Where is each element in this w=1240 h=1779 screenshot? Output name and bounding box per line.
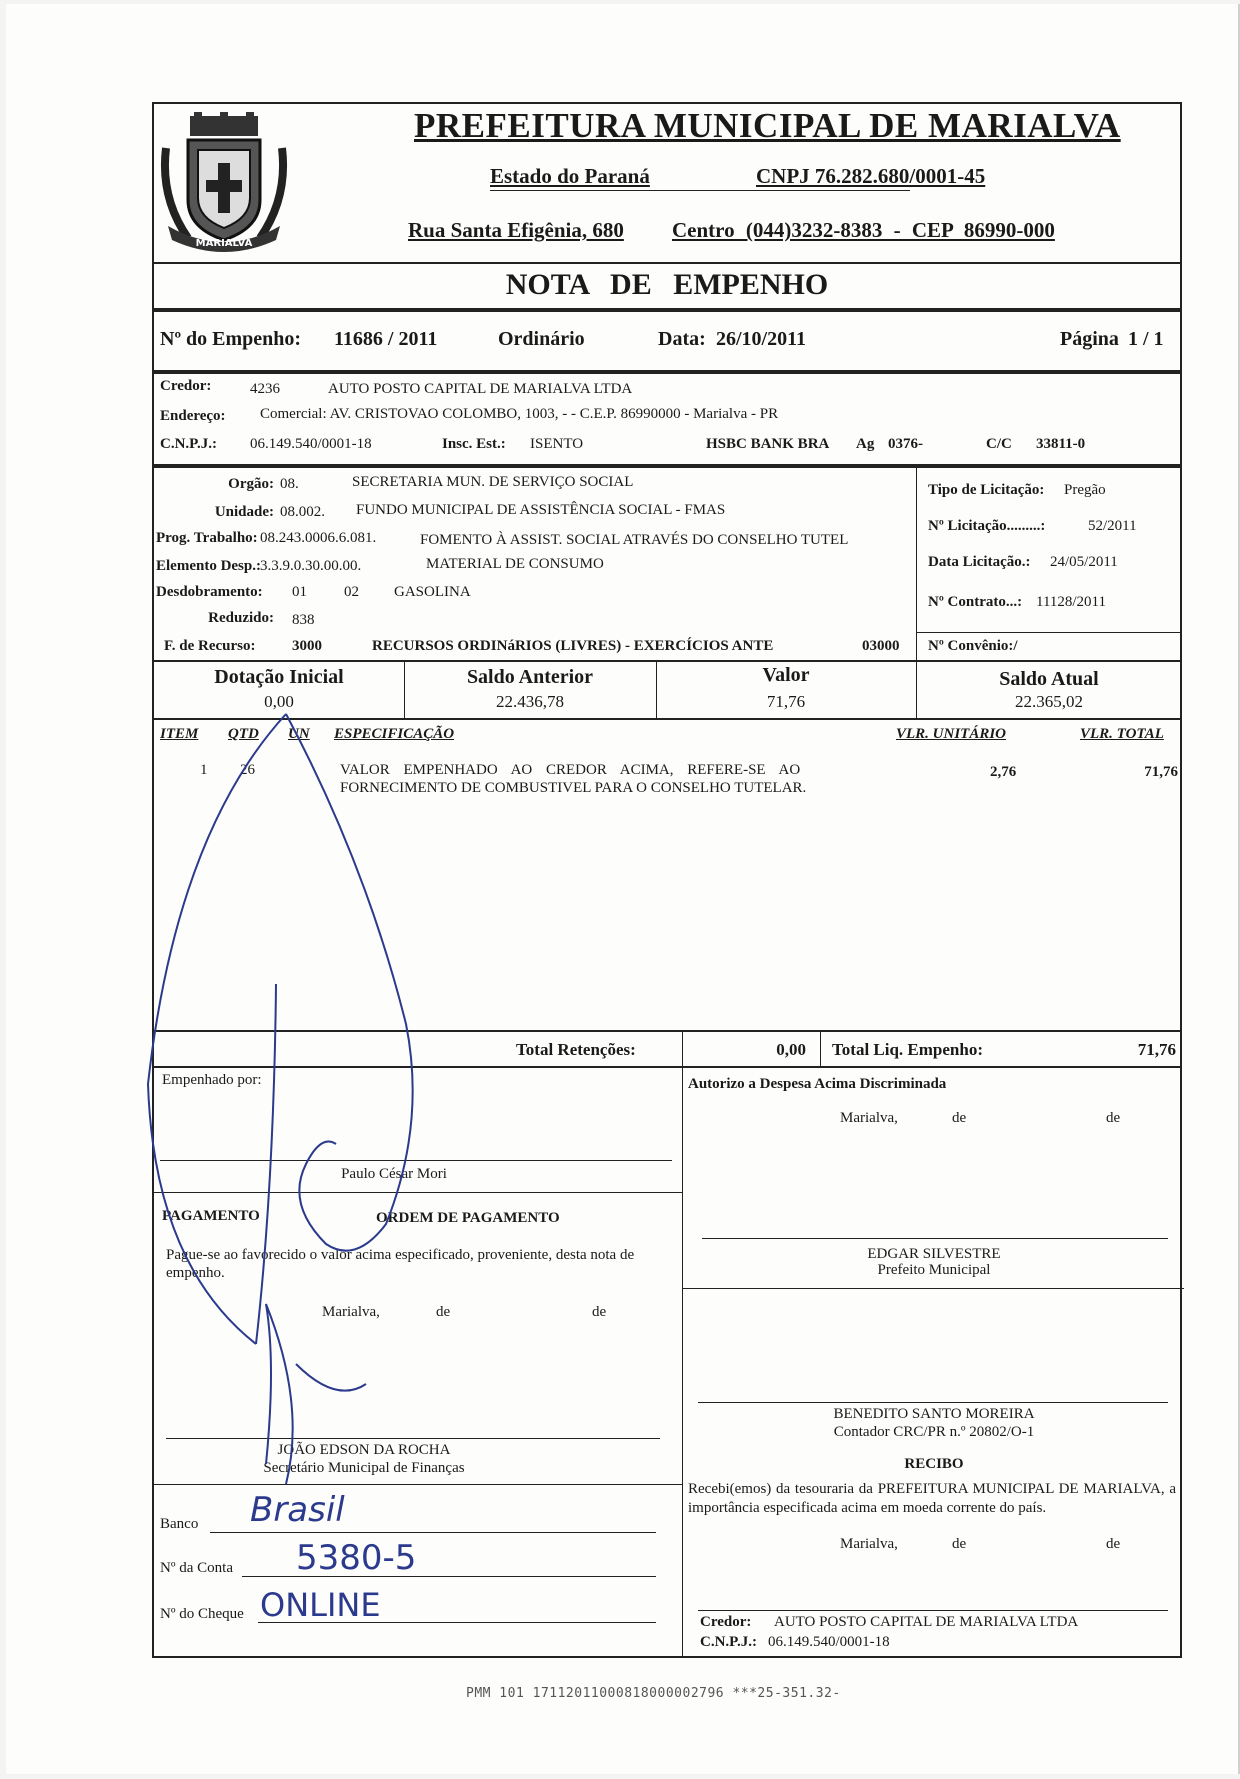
barcode-footer: PMM 101 17112011000818000002796 ***25-351.32- (466, 1686, 841, 1701)
page-number: 1 / 1 (1128, 328, 1164, 350)
prog-code: 08.243.0006.6.081. (260, 530, 377, 546)
desdob-a: 01 (292, 584, 307, 600)
cnpj-final-value: 06.149.540/0001-18 (768, 1634, 890, 1650)
col-vlr-unitario: VLR. UNITÁRIO (896, 726, 1007, 742)
prog-name: FOMENTO À ASSIST. SOCIAL ATRAVÉS DO CONSELHO TUTEL (420, 532, 849, 548)
saldo-atual-value: 22.365,02 (1015, 692, 1083, 711)
empenho-info (152, 310, 1182, 372)
reduzido-label: Reduzido: (208, 610, 274, 626)
autorizo-label: Autorizo a Despesa Acima Discriminada (688, 1076, 947, 1092)
credor-final-name: AUTO POSTO CAPITAL DE MARIALVA LTDA (774, 1614, 1079, 1630)
elemento-label: Elemento Desp.: (156, 558, 261, 574)
row-vlr-total: 71,76 (1144, 764, 1178, 780)
marialva-right-2: Marialva, (840, 1536, 898, 1552)
district-phone-cep: Centro (044)3232-8383 - CEP 86990-000 (672, 218, 1055, 242)
de-right-2b: de (1106, 1536, 1121, 1552)
credor-name: AUTO POSTO CAPITAL DE MARIALVA LTDA (328, 381, 633, 397)
reduzido-value: 838 (292, 612, 315, 628)
cheque-handwriting: ONLINE (260, 1586, 381, 1624)
credor-cnpj: 06.149.540/0001-18 (250, 436, 372, 452)
cnpj-final-label: C.N.P.J.: (700, 1634, 757, 1650)
city-hall-title: PREFEITURA MUNICIPAL DE MARIALVA (414, 106, 1121, 145)
date-label: Data: (658, 328, 706, 350)
row-item: 1 (200, 762, 208, 778)
orgao-code: 08. (280, 476, 299, 492)
orgao-name: SECRETARIA MUN. DE SERVIÇO SOCIAL (352, 474, 634, 490)
state-label: Estado do Paraná (490, 164, 650, 188)
de-right-1b: de (1106, 1110, 1121, 1126)
row-vlr-unit: 2,76 (990, 764, 1017, 780)
pagamento-label: PAGAMENTO (162, 1208, 260, 1224)
elemento-name: MATERIAL DE CONSUMO (426, 556, 604, 572)
ordem-pagamento-label: ORDEM DE PAGAMENTO (376, 1210, 560, 1226)
page-label: Página (1060, 328, 1119, 350)
saldo-atual-label: Saldo Atual (999, 668, 1099, 690)
cnpj-header: CNPJ 76.282.680/0001-45 (756, 164, 986, 188)
de-left-1: de (436, 1304, 451, 1320)
empenhado-label: Empenhado por: (162, 1072, 262, 1088)
marialva-left: Marialva, (322, 1304, 380, 1320)
insc-label: Insc. Est.: (442, 436, 506, 452)
municipal-seal-icon (158, 108, 290, 258)
col-especificacao: ESPECIFICAÇÃO (334, 726, 455, 742)
recurso-label: F. de Recurso: (164, 638, 256, 654)
total-retencoes-label: Total Retenções: (516, 1040, 636, 1059)
data-licitacao-value: 24/05/2011 (1050, 554, 1118, 570)
address-label: Endereço: (160, 408, 226, 424)
saldo-anterior-label: Saldo Anterior (466, 666, 594, 688)
credor-final-label: Credor: (700, 1614, 752, 1630)
unidade-label: Unidade: (214, 504, 274, 520)
dotacao-label: Dotação Inicial (214, 666, 344, 688)
dotacao-value: 0,00 (264, 692, 294, 711)
title-box (152, 262, 1182, 310)
bank-name: HSBC BANK BRA (706, 436, 830, 452)
elemento-code: 3.3.9.0.30.00.00. (260, 558, 362, 574)
contador-name: BENEDITO SANTO MOREIRA (833, 1406, 1035, 1422)
de-right-1a: de (952, 1110, 967, 1126)
banco-handwriting: Brasil (250, 1490, 345, 1530)
handwritten-signature-icon (136, 664, 556, 1524)
conta-handwriting: 5380-5 (296, 1538, 417, 1578)
agency-label: Ag (856, 436, 875, 452)
cheque-label: Nº do Cheque (160, 1606, 244, 1622)
col-qtd: QTD (228, 726, 259, 742)
agency-value: 0376- (888, 436, 923, 452)
empenho-label: Nº do Empenho: (160, 328, 302, 350)
recibo-label: RECIBO (904, 1456, 964, 1472)
conta-label: Nº da Conta (160, 1560, 233, 1576)
de-right-2a: de (952, 1536, 967, 1552)
prefeito-name: EDGAR SILVESTRE (867, 1246, 1001, 1262)
empenho-date: 26/10/2011 (716, 328, 807, 350)
recurso-code: 3000 (292, 638, 322, 654)
desdob-name: GASOLINA (394, 584, 471, 600)
empenho-number: 11686 / 2011 (334, 328, 438, 350)
row-espec-line2: FORNECIMENTO DE COMBUSTIVEL PARA O CONSELHO TUTELAR. (340, 780, 807, 796)
secretario-name: JOÃO EDSON DA ROCHA (277, 1442, 451, 1458)
secretario-role: Secretário Municipal de Finanças (263, 1460, 465, 1476)
seal-text: MARIALVA (195, 238, 253, 249)
doc-title: NOTA DE EMPENHO (505, 268, 829, 301)
valor-value: 71,76 (766, 692, 806, 711)
num-licitacao-label: Nº Licitação.........: (928, 518, 1046, 534)
empenho-type: Ordinário (498, 328, 585, 350)
banco-label: Banco (160, 1516, 199, 1532)
row-qtd: 26 (240, 762, 255, 778)
data-licitacao-label: Data Licitação.: (928, 554, 1031, 570)
credor-label: Credor: (160, 378, 212, 394)
cc-label: C/C (986, 436, 1012, 452)
saldo-anterior-value: 22.436,78 (496, 692, 564, 711)
unidade-code: 08.002. (280, 504, 325, 520)
prefeito-role: Prefeito Municipal (877, 1262, 991, 1278)
credor-box (152, 372, 1182, 466)
pague-text: Pague-se ao favorecido o valor acima especificado, proveniente, desta nota de empenho. (166, 1247, 635, 1281)
contrato-label: Nº Contrato...: (928, 594, 1023, 610)
num-licitacao-value: 52/2011 (1088, 518, 1137, 534)
classificacao-box (152, 466, 1182, 662)
total-liquido-label: Total Liq. Empenho: (832, 1040, 983, 1059)
header-box (152, 102, 1182, 264)
col-vlr-total: VLR. TOTAL (1080, 726, 1164, 742)
valor-label: Valor (762, 664, 810, 686)
orgao-label: Orgão: (228, 476, 274, 492)
tipo-licitacao-value: Pregão (1064, 482, 1106, 498)
tipo-licitacao-label: Tipo de Licitação: (928, 482, 1045, 498)
street-address: Rua Santa Efigênia, 680 (408, 218, 624, 242)
convenio-label: Nº Convênio:/ (928, 638, 1018, 654)
row-espec-line1: VALOR EMPENHADO AO CREDOR ACIMA, REFERE-SE AO (340, 762, 801, 778)
insc-value: ISENTO (530, 436, 584, 452)
de-left-2: de (592, 1304, 607, 1320)
unidade-name: FUNDO MUNICIPAL DE ASSISTÊNCIA SOCIAL - FMAS (356, 502, 726, 518)
contador-role: Contador CRC/PR n.º 20802/O-1 (833, 1424, 1035, 1440)
recibo-text: Recebi(emos) da tesouraria da PREFEITURA MUNICIPAL DE MARIALVA, a importância especificada acima em moeda corrente do país. (688, 1481, 1176, 1516)
document-page (6, 4, 1240, 1774)
col-item: ITEM (160, 726, 199, 742)
empenhado-name: Paulo César Mori (341, 1166, 447, 1182)
recurso-name: RECURSOS ORDINáRIOS (LIVRES) - EXERCÍCIOS ANTE (372, 638, 774, 654)
desdobramento-label: Desdobramento: (156, 584, 263, 600)
recurso-code2: 03000 (862, 638, 900, 654)
contrato-value: 11128/2011 (1036, 594, 1106, 610)
total-retencoes-value: 0,00 (776, 1040, 806, 1059)
prog-label: Prog. Trabalho: (156, 530, 258, 546)
total-liquido-value: 71,76 (1137, 1040, 1176, 1059)
cnpj-label: C.N.P.J.: (160, 436, 217, 452)
desdob-b: 02 (344, 584, 359, 600)
credor-address: Comercial: AV. CRISTOVAO COLOMBO, 1003, - - C.E.P. 86990000 - Marialva - PR (260, 406, 779, 422)
col-un: UN (288, 726, 310, 742)
marialva-right-1: Marialva, (840, 1110, 898, 1126)
cc-value: 33811-0 (1036, 436, 1086, 452)
credor-code: 4236 (250, 381, 280, 397)
